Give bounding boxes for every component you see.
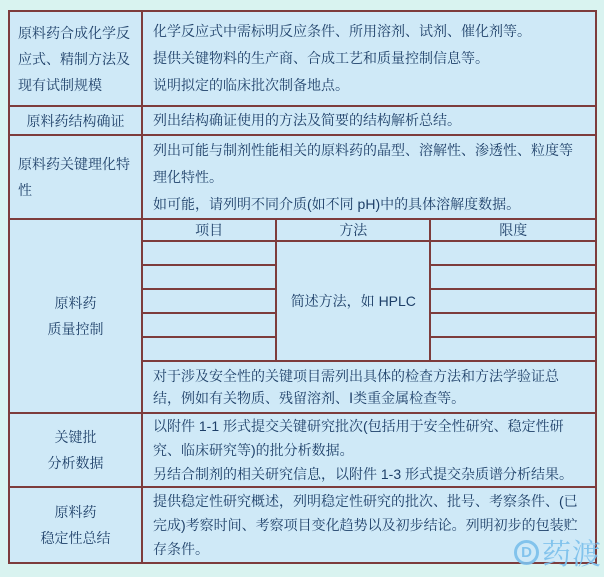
row-header-text-line: 原料药 [54, 295, 97, 311]
row-header-text-line: 原料药 [54, 504, 97, 520]
row-header-text-line: 质量控制 [47, 321, 104, 337]
content-line: 列出结构确证使用的方法及简要的结构解析总结。 [153, 112, 461, 128]
subtable-empty-cell [143, 313, 276, 337]
subtable-empty-cell [430, 289, 595, 313]
subtable-header-row [143, 220, 595, 241]
quality-control-note [143, 360, 595, 412]
row-header-stability-summary [10, 488, 143, 562]
content-line: 列出可能与制剂性能相关的原料药的晶型、溶解性、渗透性、粒度等理化特性。 [153, 141, 573, 185]
row-content-structure-confirmation [143, 107, 595, 134]
subtable-empty-cell [143, 241, 276, 265]
subtable-empty-cell [143, 265, 276, 289]
content-line: 化学反应式中需标明反应条件、所用溶剂、试剂、催化剂等。 [153, 23, 531, 39]
content-line: 如可能，请列明不同介质(如不同 pH)中的具体溶解度数据。 [153, 195, 521, 212]
row-header-text-line: 关键批 [54, 429, 97, 445]
table-row [10, 218, 595, 412]
row-content-quality-control [143, 220, 595, 412]
row-header-text-line: 分析数据 [47, 455, 104, 471]
yaodu-watermark [514, 532, 602, 573]
spec-subtable [143, 220, 595, 360]
row-header-quality-control [10, 220, 143, 412]
row-content-synthesis [143, 12, 595, 105]
subtable-empty-cell [430, 313, 595, 337]
requirements-table [8, 10, 597, 564]
row-header-text: 原料药关键理化特性 [18, 156, 130, 198]
row-header-text-line: 稳定性总结 [40, 530, 111, 546]
content-line: 说明拟定的临床批次制备地点。 [153, 77, 349, 93]
row-header-batch-analysis [10, 414, 143, 486]
content-line: 提供稳定性研究概述，列明稳定性研究的批次、批号、考察条件、(已完成)考察时间、考察项目变化趋势以及初步结论。列明初步的包装贮存条件。 [153, 493, 578, 557]
table-row [10, 134, 595, 218]
subtable-empty-cell [143, 337, 276, 360]
row-header-text: 原料药结构确证 [26, 112, 125, 129]
row-header-physicochemical [10, 136, 143, 218]
table-row [10, 105, 595, 134]
row-content-batch-analysis [143, 414, 595, 486]
subtable-col-limit: 限度 [430, 220, 595, 241]
subtable-col-item: 项目 [143, 220, 276, 241]
row-header-structure-confirmation [10, 107, 143, 134]
yaodu-logo-icon: D [514, 540, 539, 565]
subtable-empty-cell [430, 337, 595, 360]
subtable-col-method: 方法 [276, 220, 430, 241]
yaodu-logo-text: 药渡 [541, 539, 602, 571]
table-row [10, 12, 595, 105]
content-line: 以附件 1-1 形式提交关键研究批次(包括用于安全性研究、稳定性研究、临床研究等)的批分析数据。 [153, 418, 564, 458]
subtable-empty-cell [430, 241, 595, 265]
row-header-text: 原料药合成化学反应式、精制方法及现有试制规模 [18, 24, 130, 93]
table-row [10, 486, 595, 562]
content-line: 另结合制剂的相关研究信息，以附件 1-3 形式提交杂质谱分析结果。 [153, 466, 574, 482]
subtable-method-cell: 简述方法，如 HPLC [276, 241, 430, 360]
row-header-synthesis [10, 12, 143, 105]
content-line: 提供关键物料的生产商、合成工艺和质量控制信息等。 [153, 50, 489, 66]
subtable-empty-cell [430, 265, 595, 289]
subtable-empty-cell [143, 289, 276, 313]
row-content-physicochemical [143, 136, 595, 218]
table-row [10, 412, 595, 486]
subtable-row [143, 241, 595, 265]
content-line: 对于涉及安全性的关键项目需列出具体的检查方法和方法学验证总结，例如有关物质、残留溶剂、Ⅰ类重金属检查等。 [153, 368, 559, 406]
